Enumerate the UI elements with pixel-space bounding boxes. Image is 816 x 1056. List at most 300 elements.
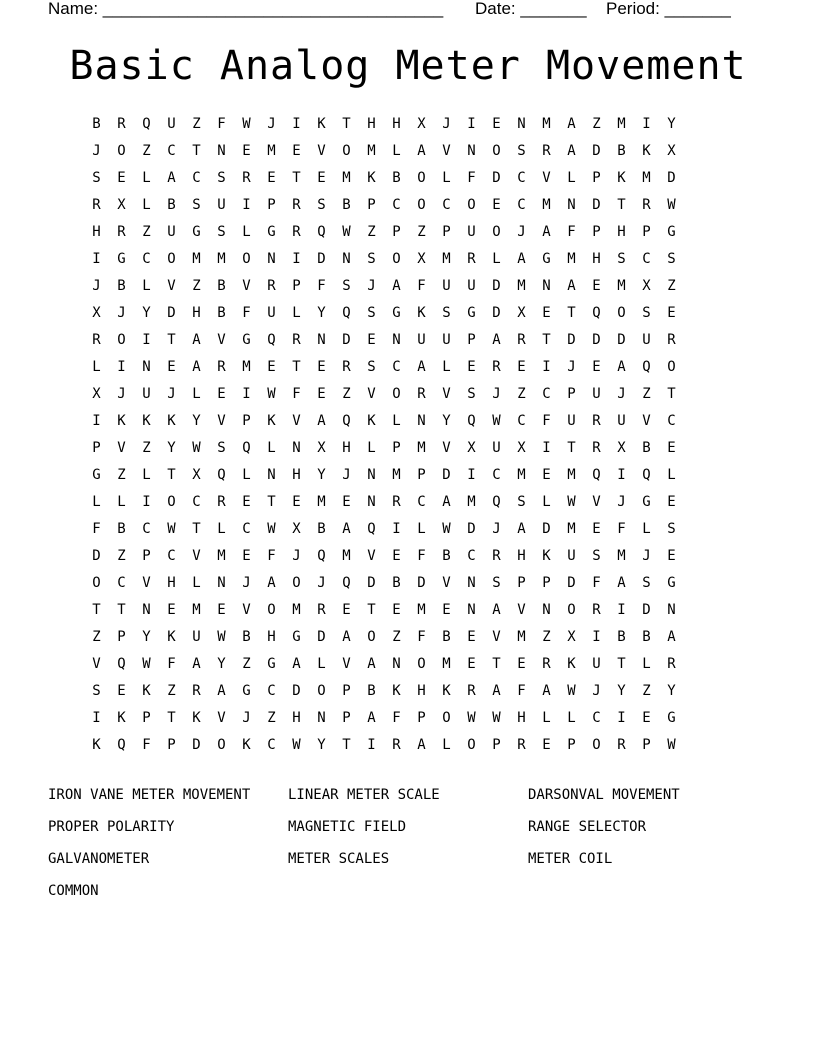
grid-letter: M <box>517 467 526 483</box>
grid-letter: L <box>367 440 376 456</box>
grid-letter: Z <box>142 143 151 159</box>
grid-letter: R <box>117 224 126 240</box>
grid-row <box>84 705 732 732</box>
grid-letter: R <box>592 440 601 456</box>
grid-letter: H <box>417 683 426 699</box>
grid-letter: G <box>667 224 676 240</box>
grid-letter: M <box>617 548 626 564</box>
grid-letter: E <box>667 305 676 321</box>
letter-grid <box>84 111 732 759</box>
grid-letter: N <box>542 278 551 294</box>
grid-letter: O <box>667 359 676 375</box>
grid-letter: M <box>267 143 276 159</box>
grid-letter: D <box>492 170 501 186</box>
grid-letter: I <box>617 602 626 618</box>
grid-letter: V <box>117 440 126 456</box>
grid-letter: R <box>267 278 276 294</box>
grid-letter: V <box>442 386 451 402</box>
grid-letter: C <box>467 548 476 564</box>
grid-letter: I <box>642 116 651 132</box>
grid-letter: R <box>617 737 626 753</box>
grid-letter: M <box>217 251 226 267</box>
grid-letter: P <box>392 224 401 240</box>
grid-letter: K <box>167 629 176 645</box>
grid-row <box>84 462 732 489</box>
grid-row <box>84 300 732 327</box>
grid-letter: D <box>617 332 626 348</box>
grid-letter: E <box>667 548 676 564</box>
grid-letter: V <box>142 575 151 591</box>
grid-letter: T <box>367 602 376 618</box>
grid-letter: T <box>92 602 101 618</box>
grid-letter: D <box>417 575 426 591</box>
grid-letter: O <box>342 143 351 159</box>
grid-letter: F <box>217 116 226 132</box>
grid-letter: Z <box>642 683 651 699</box>
grid-letter: U <box>617 413 626 429</box>
grid-letter: G <box>242 683 251 699</box>
grid-letter: Y <box>617 683 626 699</box>
grid-letter: Q <box>217 467 226 483</box>
grid-letter: L <box>542 710 551 726</box>
grid-letter: A <box>542 683 551 699</box>
grid-letter: A <box>367 656 376 672</box>
grid-letter: S <box>367 305 376 321</box>
grid-letter: R <box>242 170 251 186</box>
grid-letter: F <box>417 548 426 564</box>
grid-letter: X <box>92 305 101 321</box>
grid-letter: U <box>592 656 601 672</box>
word-list-item: IRON VANE METER MOVEMENT <box>48 787 251 803</box>
grid-letter: E <box>342 494 351 510</box>
page-title: Basic Analog Meter Movement <box>69 43 747 89</box>
grid-letter: D <box>667 170 676 186</box>
grid-letter: S <box>217 224 226 240</box>
grid-letter: R <box>392 494 401 510</box>
grid-letter: C <box>167 143 176 159</box>
grid-letter: S <box>667 521 676 537</box>
grid-letter: R <box>492 359 501 375</box>
grid-letter: M <box>617 278 626 294</box>
grid-letter: Y <box>442 413 451 429</box>
grid-letter: P <box>567 737 576 753</box>
grid-letter: R <box>192 683 201 699</box>
grid-letter: L <box>217 521 226 537</box>
grid-row <box>84 543 732 570</box>
grid-letter: Q <box>592 467 601 483</box>
grid-letter: V <box>492 629 501 645</box>
grid-letter: G <box>242 332 251 348</box>
grid-letter: T <box>167 710 176 726</box>
grid-letter: Z <box>517 386 526 402</box>
grid-letter: E <box>592 359 601 375</box>
grid-letter: M <box>292 602 301 618</box>
grid-letter: R <box>392 737 401 753</box>
grid-letter: Y <box>667 116 676 132</box>
word-list-item: METER SCALES <box>288 851 390 867</box>
grid-letter: M <box>392 467 401 483</box>
grid-letter: B <box>367 683 376 699</box>
grid-letter: C <box>642 251 651 267</box>
grid-letter: C <box>542 386 551 402</box>
grid-letter: W <box>567 494 576 510</box>
grid-letter: E <box>592 521 601 537</box>
grid-letter: G <box>392 305 401 321</box>
grid-letter: M <box>317 494 326 510</box>
grid-letter: V <box>242 602 251 618</box>
grid-letter: I <box>542 359 551 375</box>
grid-letter: N <box>142 602 151 618</box>
grid-letter: K <box>567 656 576 672</box>
grid-letter: N <box>667 602 676 618</box>
grid-letter: J <box>117 305 126 321</box>
grid-letter: A <box>542 224 551 240</box>
grid-letter: G <box>267 656 276 672</box>
grid-letter: E <box>442 602 451 618</box>
grid-letter: L <box>267 440 276 456</box>
grid-letter: H <box>367 116 376 132</box>
grid-letter: U <box>167 116 176 132</box>
grid-letter: M <box>517 629 526 645</box>
grid-letter: T <box>667 386 676 402</box>
grid-row <box>84 165 732 192</box>
grid-letter: F <box>417 278 426 294</box>
grid-letter: O <box>167 494 176 510</box>
grid-letter: T <box>542 332 551 348</box>
grid-letter: K <box>392 683 401 699</box>
grid-letter: A <box>217 683 226 699</box>
grid-letter: X <box>517 305 526 321</box>
grid-letter: I <box>592 629 601 645</box>
grid-letter: S <box>192 197 201 213</box>
grid-letter: I <box>92 251 101 267</box>
grid-letter: B <box>117 278 126 294</box>
grid-letter: M <box>467 494 476 510</box>
grid-letter: E <box>167 359 176 375</box>
grid-letter: B <box>217 278 226 294</box>
grid-letter: B <box>217 305 226 321</box>
grid-letter: V <box>192 548 201 564</box>
grid-letter: X <box>192 467 201 483</box>
grid-letter: Y <box>192 413 201 429</box>
grid-letter: D <box>192 737 201 753</box>
grid-letter: D <box>342 332 351 348</box>
grid-letter: F <box>592 575 601 591</box>
grid-letter: J <box>242 575 251 591</box>
grid-letter: M <box>342 548 351 564</box>
grid-letter: N <box>217 143 226 159</box>
grid-letter: O <box>467 197 476 213</box>
grid-letter: K <box>442 683 451 699</box>
grid-letter: F <box>542 413 551 429</box>
grid-letter: R <box>667 656 676 672</box>
grid-letter: N <box>142 359 151 375</box>
grid-letter: R <box>542 656 551 672</box>
grid-letter: Z <box>117 548 126 564</box>
grid-letter: S <box>92 170 101 186</box>
grid-letter: H <box>267 629 276 645</box>
grid-letter: C <box>392 359 401 375</box>
grid-letter: E <box>517 656 526 672</box>
grid-letter: H <box>392 116 401 132</box>
grid-letter: I <box>367 737 376 753</box>
grid-letter: U <box>567 413 576 429</box>
grid-letter: X <box>292 521 301 537</box>
grid-letter: O <box>592 737 601 753</box>
grid-letter: X <box>117 197 126 213</box>
grid-letter: B <box>617 143 626 159</box>
grid-letter: S <box>467 386 476 402</box>
grid-row <box>84 570 732 597</box>
grid-letter: R <box>292 224 301 240</box>
grid-letter: O <box>92 575 101 591</box>
grid-letter: K <box>542 548 551 564</box>
grid-letter: U <box>467 224 476 240</box>
grid-letter: B <box>442 629 451 645</box>
grid-letter: K <box>367 170 376 186</box>
grid-letter: J <box>492 386 501 402</box>
grid-letter: N <box>392 332 401 348</box>
grid-letter: D <box>367 575 376 591</box>
grid-letter: C <box>192 170 201 186</box>
grid-letter: D <box>492 305 501 321</box>
grid-letter: J <box>92 278 101 294</box>
grid-letter: Z <box>142 224 151 240</box>
grid-letter: C <box>517 170 526 186</box>
grid-letter: E <box>667 440 676 456</box>
grid-letter: T <box>117 602 126 618</box>
grid-letter: D <box>592 143 601 159</box>
grid-letter: H <box>617 224 626 240</box>
grid-letter: Z <box>392 629 401 645</box>
grid-letter: M <box>567 467 576 483</box>
grid-letter: W <box>567 683 576 699</box>
grid-letter: E <box>367 332 376 348</box>
grid-letter: C <box>392 197 401 213</box>
grid-letter: V <box>292 413 301 429</box>
grid-letter: C <box>192 494 201 510</box>
grid-row <box>84 354 732 381</box>
grid-letter: L <box>92 359 101 375</box>
grid-letter: F <box>317 278 326 294</box>
grid-letter: M <box>642 170 651 186</box>
grid-letter: Z <box>92 629 101 645</box>
grid-letter: I <box>292 116 301 132</box>
grid-letter: N <box>317 332 326 348</box>
grid-letter: U <box>592 386 601 402</box>
grid-letter: E <box>392 602 401 618</box>
grid-letter: W <box>667 197 676 213</box>
grid-letter: P <box>142 548 151 564</box>
grid-letter: C <box>242 521 251 537</box>
grid-letter: X <box>517 440 526 456</box>
grid-letter: W <box>492 413 501 429</box>
grid-letter: T <box>492 656 501 672</box>
grid-letter: B <box>117 521 126 537</box>
grid-letter: M <box>242 359 251 375</box>
grid-letter: Q <box>642 359 651 375</box>
grid-letter: E <box>167 602 176 618</box>
grid-letter: K <box>117 413 126 429</box>
grid-letter: O <box>567 602 576 618</box>
grid-letter: X <box>567 629 576 645</box>
grid-letter: C <box>492 467 501 483</box>
grid-letter: T <box>567 305 576 321</box>
grid-letter: L <box>542 494 551 510</box>
grid-letter: F <box>517 683 526 699</box>
grid-letter: E <box>117 683 126 699</box>
grid-letter: D <box>642 602 651 618</box>
grid-letter: D <box>317 251 326 267</box>
grid-letter: O <box>617 305 626 321</box>
grid-letter: A <box>417 737 426 753</box>
grid-letter: E <box>267 170 276 186</box>
grid-letter: I <box>392 521 401 537</box>
grid-letter: X <box>417 116 426 132</box>
grid-letter: W <box>492 710 501 726</box>
grid-letter: E <box>242 494 251 510</box>
grid-letter: P <box>342 683 351 699</box>
grid-letter: T <box>267 494 276 510</box>
grid-letter: D <box>592 332 601 348</box>
grid-letter: F <box>292 386 301 402</box>
grid-letter: G <box>542 251 551 267</box>
grid-letter: R <box>517 332 526 348</box>
grid-letter: R <box>317 602 326 618</box>
grid-letter: B <box>617 629 626 645</box>
grid-letter: P <box>567 386 576 402</box>
grid-letter: Q <box>267 332 276 348</box>
grid-letter: P <box>92 440 101 456</box>
grid-letter: W <box>467 710 476 726</box>
grid-letter: E <box>517 359 526 375</box>
grid-letter: V <box>342 656 351 672</box>
grid-letter: Q <box>367 521 376 537</box>
grid-letter: O <box>392 251 401 267</box>
grid-letter: H <box>592 251 601 267</box>
grid-letter: L <box>242 467 251 483</box>
grid-row <box>84 678 732 705</box>
grid-letter: S <box>92 683 101 699</box>
grid-letter: W <box>342 224 351 240</box>
grid-letter: Y <box>142 629 151 645</box>
grid-letter: P <box>342 710 351 726</box>
grid-letter: O <box>117 332 126 348</box>
grid-row <box>84 192 732 219</box>
grid-letter: A <box>492 683 501 699</box>
grid-letter: D <box>442 467 451 483</box>
word-list-item: MAGNETIC FIELD <box>288 819 407 835</box>
grid-letter: D <box>467 521 476 537</box>
grid-letter: N <box>467 575 476 591</box>
grid-letter: J <box>267 116 276 132</box>
word-list <box>48 779 768 907</box>
grid-letter: T <box>292 359 301 375</box>
grid-letter: F <box>567 224 576 240</box>
grid-letter: V <box>442 575 451 591</box>
grid-letter: E <box>117 170 126 186</box>
grid-letter: V <box>217 413 226 429</box>
grid-letter: Q <box>117 737 126 753</box>
grid-letter: S <box>592 548 601 564</box>
grid-letter: L <box>667 467 676 483</box>
grid-letter: M <box>542 197 551 213</box>
grid-letter: J <box>642 548 651 564</box>
grid-letter: N <box>217 575 226 591</box>
grid-letter: O <box>417 197 426 213</box>
grid-letter: D <box>567 575 576 591</box>
grid-letter: W <box>442 521 451 537</box>
grid-letter: A <box>342 521 351 537</box>
grid-letter: L <box>417 521 426 537</box>
grid-letter: S <box>367 251 376 267</box>
grid-letter: S <box>367 359 376 375</box>
grid-letter: G <box>292 629 301 645</box>
grid-letter: A <box>267 575 276 591</box>
grid-letter: A <box>367 710 376 726</box>
grid-letter: O <box>417 656 426 672</box>
grid-letter: Q <box>117 656 126 672</box>
grid-letter: E <box>542 305 551 321</box>
grid-letter: N <box>292 440 301 456</box>
grid-letter: A <box>167 170 176 186</box>
grid-letter: U <box>217 197 226 213</box>
grid-letter: R <box>92 332 101 348</box>
grid-letter: D <box>317 629 326 645</box>
grid-letter: Q <box>317 224 326 240</box>
grid-letter: B <box>342 197 351 213</box>
grid-letter: W <box>142 656 151 672</box>
grid-letter: N <box>342 251 351 267</box>
grid-letter: N <box>542 602 551 618</box>
grid-letter: E <box>267 359 276 375</box>
grid-letter: G <box>267 224 276 240</box>
grid-letter: E <box>217 602 226 618</box>
grid-letter: P <box>242 413 251 429</box>
grid-letter: F <box>142 737 151 753</box>
grid-letter: S <box>642 575 651 591</box>
grid-row <box>84 489 732 516</box>
grid-letter: A <box>192 332 201 348</box>
grid-letter: Z <box>592 116 601 132</box>
grid-letter: J <box>567 359 576 375</box>
grid-letter: S <box>667 251 676 267</box>
grid-letter: H <box>92 224 101 240</box>
grid-letter: L <box>567 710 576 726</box>
grid-letter: H <box>517 548 526 564</box>
word-list-item: PROPER POLARITY <box>48 819 175 835</box>
grid-row <box>84 597 732 624</box>
grid-letter: Y <box>317 305 326 321</box>
grid-letter: E <box>242 143 251 159</box>
grid-letter: A <box>317 413 326 429</box>
grid-letter: N <box>467 143 476 159</box>
grid-letter: E <box>342 602 351 618</box>
grid-letter: C <box>517 197 526 213</box>
grid-letter: K <box>417 305 426 321</box>
grid-letter: X <box>92 386 101 402</box>
grid-letter: R <box>417 386 426 402</box>
grid-letter: Z <box>117 467 126 483</box>
grid-letter: C <box>142 521 151 537</box>
grid-letter: R <box>292 332 301 348</box>
grid-letter: O <box>292 575 301 591</box>
grid-letter: H <box>342 440 351 456</box>
grid-letter: P <box>592 170 601 186</box>
grid-letter: P <box>392 440 401 456</box>
grid-letter: V <box>242 278 251 294</box>
grid-letter: K <box>242 737 251 753</box>
